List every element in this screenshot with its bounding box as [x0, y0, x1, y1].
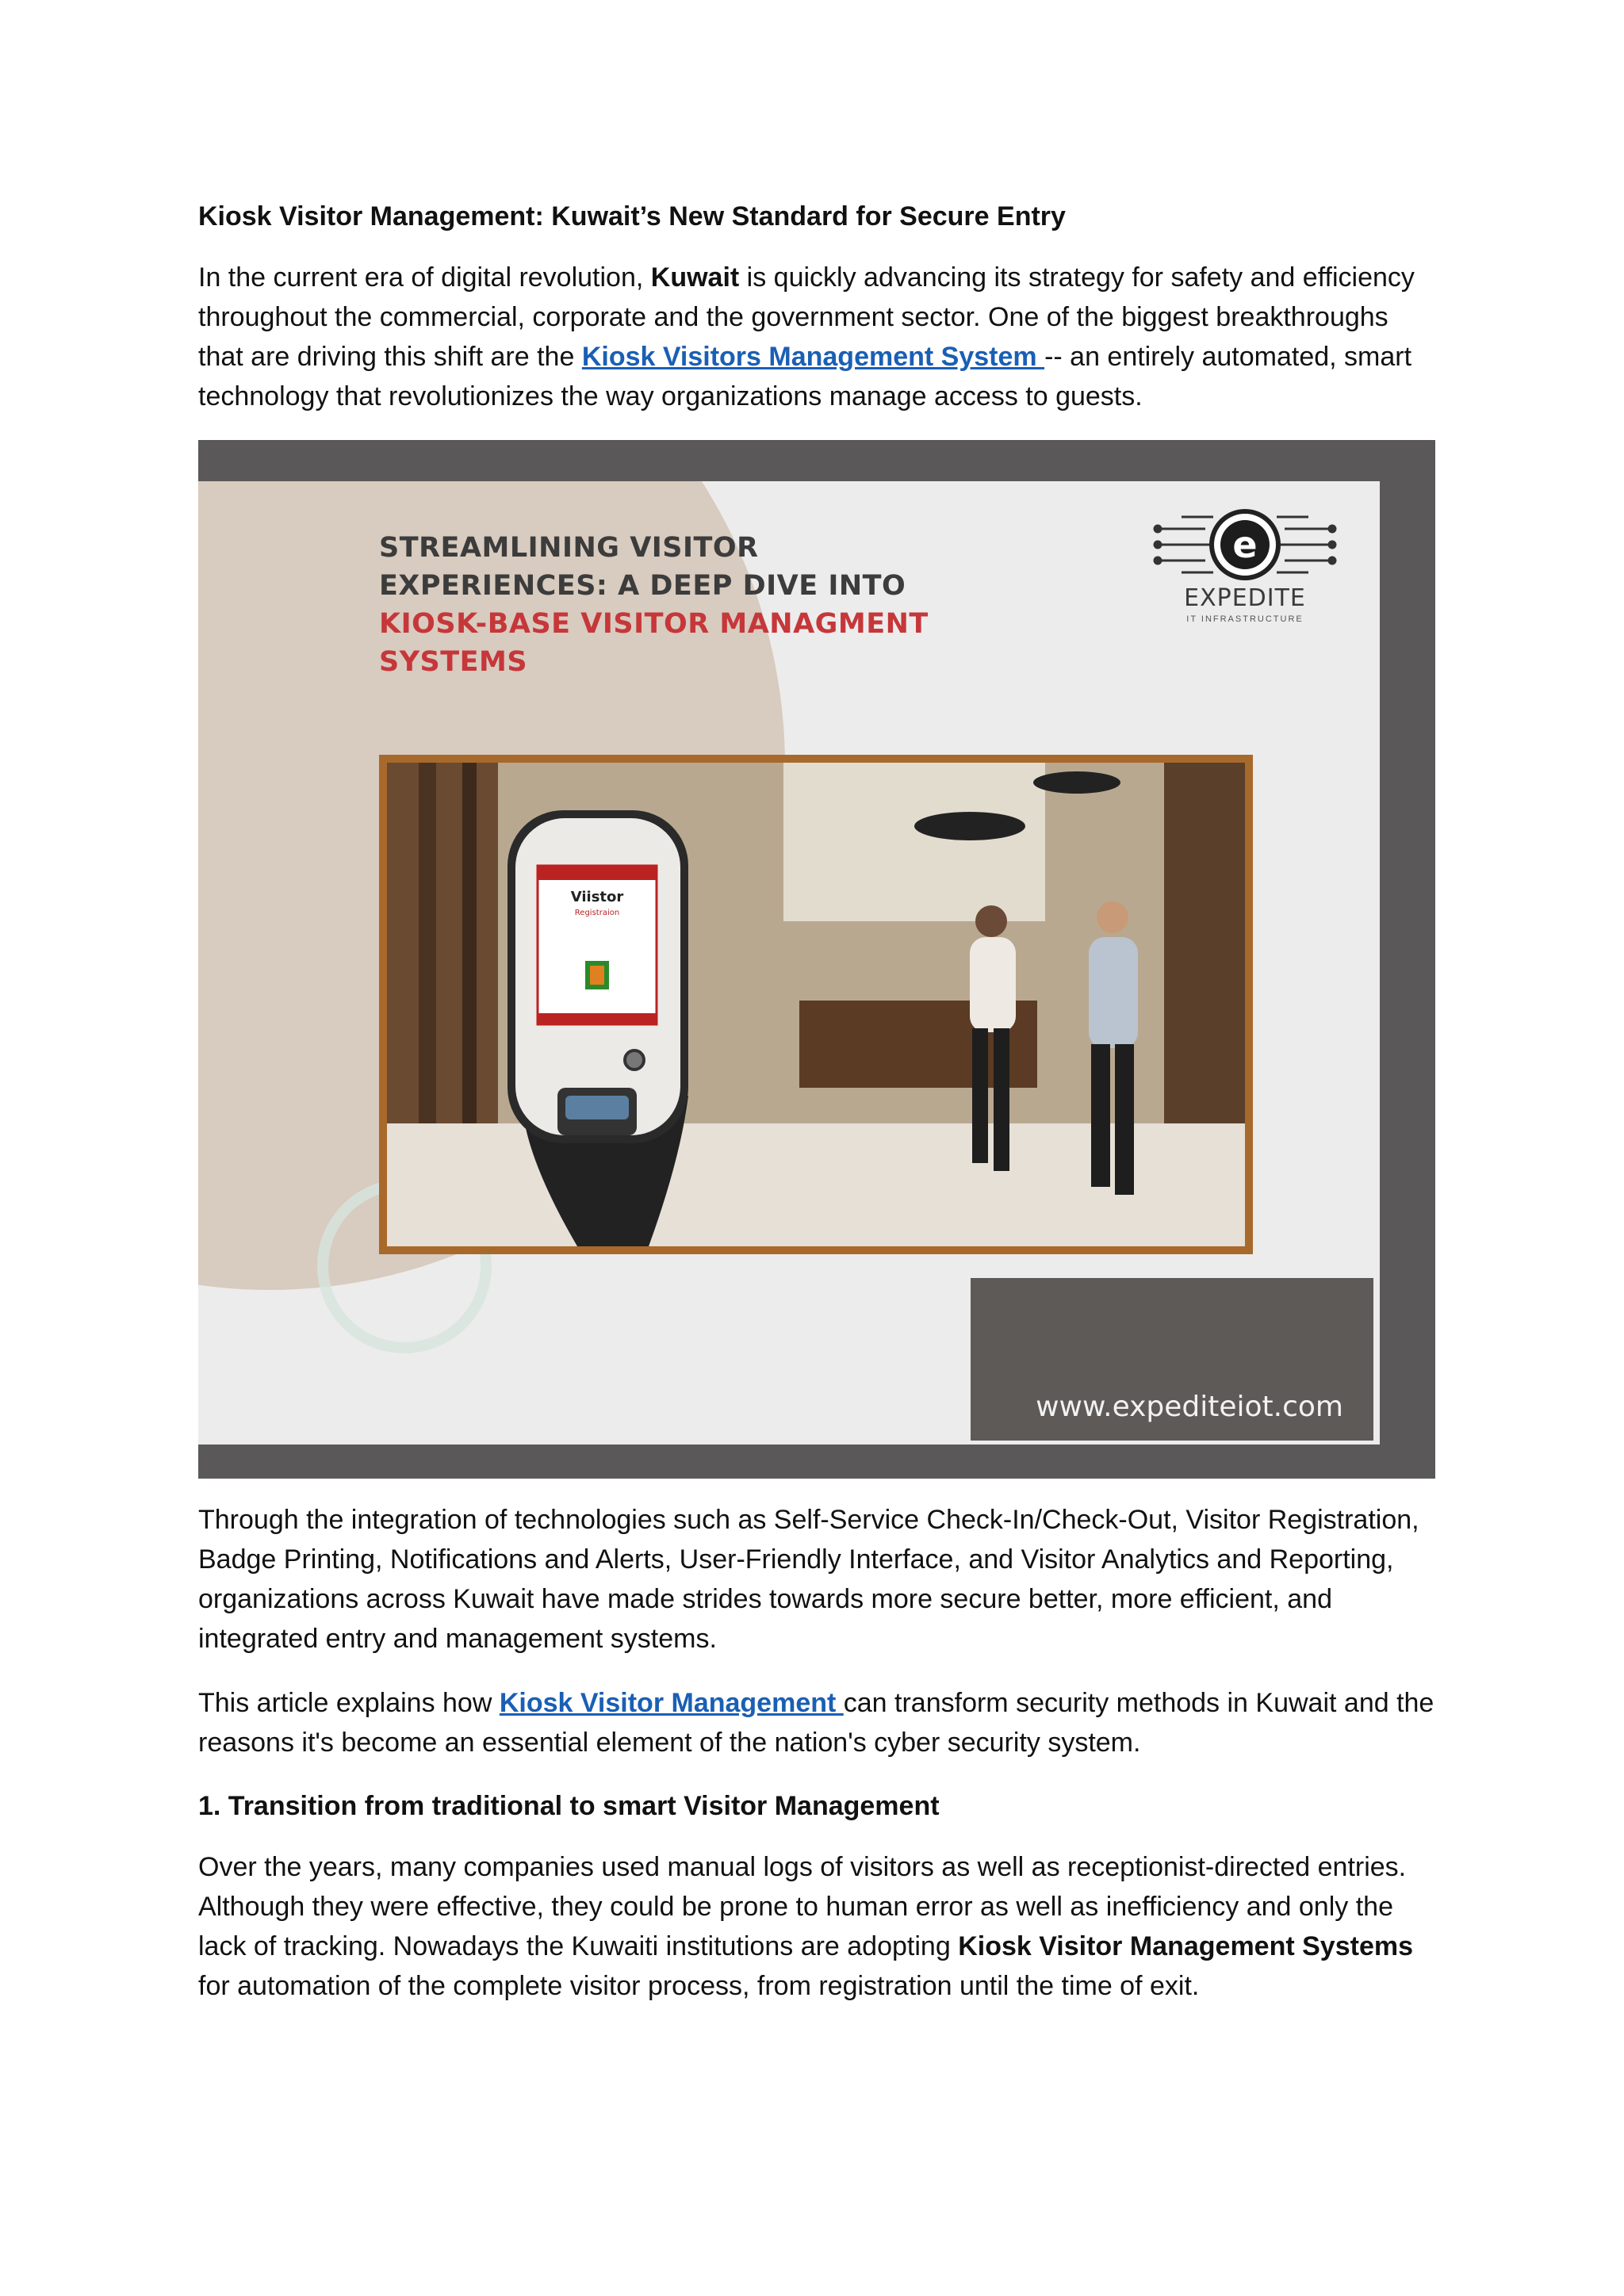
expedite-logo	[1150, 505, 1356, 632]
banner-headline-line-4: SYSTEMS	[379, 646, 528, 678]
website-url-text: www.expediteiot.com	[1036, 1391, 1343, 1423]
logo-brand-text: EXPEDITE	[1184, 584, 1306, 612]
banner-canvas	[198, 481, 1380, 1445]
section-heading-1: 1. Transition from traditional to smart Visitor Management	[198, 1791, 940, 1821]
intro-text-2: is quickly advancing its strategy for safety and efficiency throughout the commercial, corporate and the government sector. One of the biggest breakthroughs that are driving this shift are the	[198, 262, 1415, 372]
kiosk-visitors-management-system-link[interactable]: Kiosk Visitors Management System	[581, 342, 1045, 372]
kiosk-screen-title: Viistor	[570, 889, 624, 905]
banner-headline-line-2: EXPERIENCES: A DEEP DIVE INTO	[379, 570, 906, 602]
para4-bold: Kiosk Visitor Management Systems	[958, 1931, 1413, 1961]
intro-text-1: In the current era of digital revolution,	[198, 262, 651, 293]
kiosk-visitor-management-link[interactable]: Kiosk Visitor Management	[499, 1688, 844, 1718]
website-url-box	[971, 1278, 1373, 1441]
intro-text-3: -- an entirely automated, smart technology that revolutionizes the way organizations manage access to guests.	[198, 342, 1412, 411]
banner-headline-line-1: STREAMLINING VISITOR	[379, 532, 759, 564]
banner-headline-line-3: KIOSK-BASE VISITOR MANAGMENT	[379, 608, 929, 640]
intro-bold-kuwait: Kuwait	[650, 262, 740, 293]
photo-frame	[379, 755, 1253, 1254]
banner-image	[198, 440, 1435, 1479]
integration-paragraph: Through the integration of technologies such as Self-Service Check-In/Check-Out, Visitor Registration, Badge Printing, Notifications and Alerts, User-Friendly Interface, and Visitor Analytics and Reporting, organizations across Kuwait have made strides towards more secure better, more efficient, and integrated entry and management systems.	[198, 1505, 1419, 1654]
circuit-e-icon	[1150, 505, 1340, 584]
logo-subtitle-text: IT INFRASTRUCTURE	[1186, 614, 1304, 624]
article-title: Kiosk Visitor Management: Kuwait’s New Standard for Secure Entry	[198, 201, 1066, 232]
intro-paragraph	[198, 258, 1435, 416]
office-scene-illustration	[387, 763, 1245, 1246]
transition-paragraph	[198, 1847, 1435, 2006]
para3-text-2: can transform security methods in Kuwait and the reasons it's become an essential element of the nation's cyber security system.	[198, 1688, 1434, 1758]
para4-text-1: Over the years, many companies used manual logs of visitors as well as receptionist-directed entries. Although they were effective, they could be prone to human error as well as inefficiency and only the lack of tracking. Nowadays the Kuwaiti institutions are adopting	[198, 1852, 1407, 1961]
logo-letter: e	[1232, 523, 1258, 566]
article-explains-paragraph	[198, 1683, 1435, 1762]
para3-text-1: This article explains how	[198, 1688, 500, 1718]
kiosk-screen-subtitle: Registraion	[574, 909, 620, 917]
kiosk-office-photo	[387, 763, 1245, 1246]
para4-text-2: for automation of the complete visitor process, from registration until the time of exit.	[198, 1971, 1200, 2001]
